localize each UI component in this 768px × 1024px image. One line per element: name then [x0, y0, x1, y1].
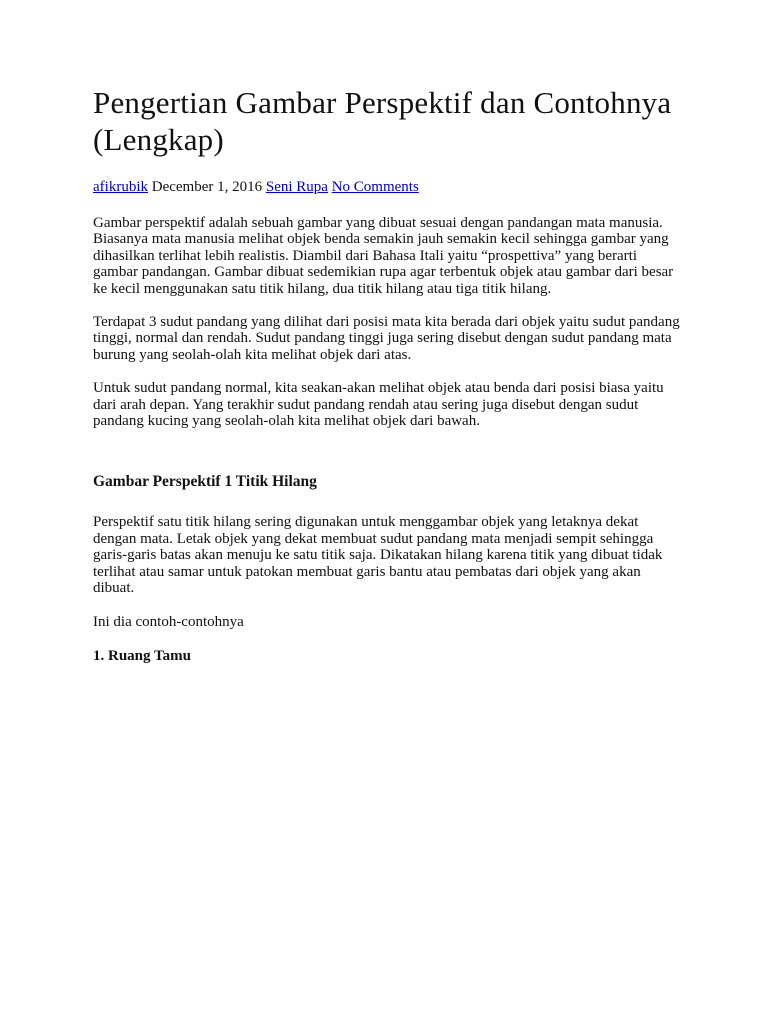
document-page — [93, 84, 683, 665]
article-title: Pengertian Gambar Perspektif dan Contohnya (Lengkap) — [93, 85, 672, 157]
post-date: December 1, 2016 — [151, 179, 263, 195]
comments-link[interactable]: No Comments — [331, 179, 419, 195]
section-paragraph: Perspektif satu titik hilang sering digunakan untuk menggambar objek yang letaknya dekat dengan mata. Letak objek yang dekat membuat sudut pandang mata menjadi sempit sehingga garis-garis batas akan menuju ke satu titik saja. Dikatakan hilang karena titik yang dibuat tidak terlihat atau samar untuk patokan membuat garis bantu atau pembatas dari objek yang akan dibuat. — [93, 514, 663, 597]
article-meta — [93, 178, 683, 196]
example-subheading: 1. Ruang Tamu — [93, 647, 191, 664]
viewpoint-paragraph: Terdapat 3 sudut pandang yang dilihat dari posisi mata kita berada dari objek yaitu sudut pandang tinggi, normal dan rendah. Sudut pandang tinggi juga sering disebut dengan sudut pandang mata burung yang seolah-olah kita melihat objek dari atas. — [93, 314, 680, 363]
section-heading: Gambar Perspektif 1 Titik Hilang — [93, 473, 317, 491]
examples-intro: Ini dia contoh-contohnya — [93, 613, 244, 630]
author-link[interactable]: afikrubik — [93, 179, 148, 195]
normal-low-viewpoint-paragraph: Untuk sudut pandang normal, kita seakan-akan melihat objek atau benda dari posisi biasa yaitu dari arah depan. Yang terakhir sudut pandang rendah atau sering juga disebut dengan sudut pandang kucing yang seolah-olah kita melihat objek dari bawah. — [93, 380, 664, 430]
category-link[interactable]: Seni Rupa — [265, 179, 328, 195]
intro-paragraph: Gambar perspektif adalah sebuah gambar yang dibuat sesuai dengan pandangan mata manusia. Biasanya mata manusia melihat objek benda semakin jauh semakin kecil sehingga gambar yang dihasilkan terlihat lebih realistis. Diambil dari Bahasa Itali yaitu “prospettiva” yang berarti gambar pandangan. Gambar dibuat sedemikian rupa agar terbentuk objek atau gambar dari besar ke kecil menggunakan satu titik hilang, dua titik hilang atau tiga titik hilang. — [93, 215, 674, 297]
